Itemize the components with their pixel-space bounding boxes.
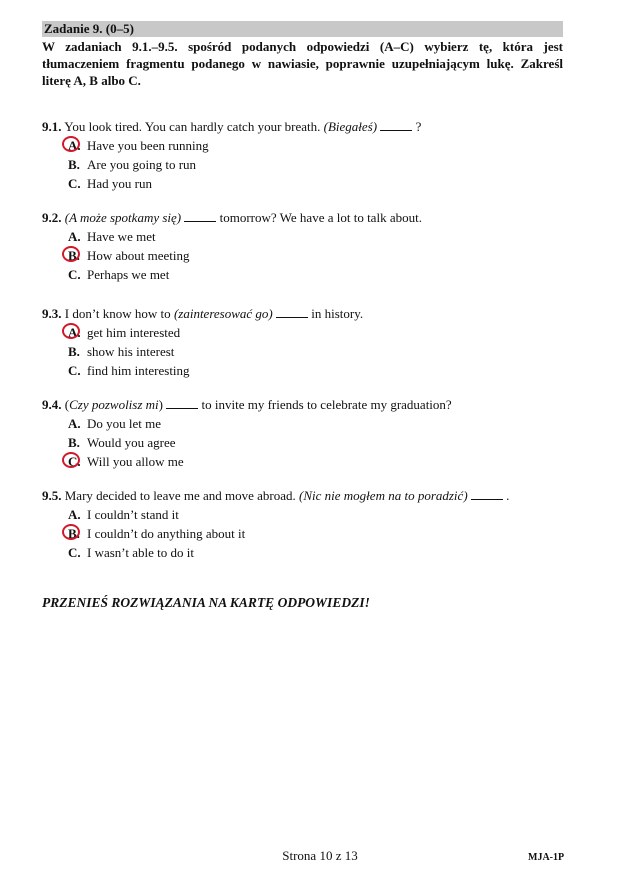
- stem-text-after: tomorrow? We have a lot to talk about.: [216, 210, 422, 225]
- option-letter: A.: [68, 229, 81, 244]
- option-a[interactable]: [68, 324, 180, 341]
- transfer-answers-note: PRZENIEŚ ROZWIĄZANIA NA KARTĘ ODPOWIEDZI!: [42, 595, 370, 610]
- option-b[interactable]: [68, 525, 245, 542]
- option-text: get him interested: [87, 325, 181, 340]
- option-letter: C.: [68, 363, 81, 378]
- option-letter: A.: [68, 325, 81, 340]
- option-letter: C.: [68, 267, 81, 282]
- answer-gap: [166, 396, 198, 409]
- option-text: find him interesting: [87, 363, 190, 378]
- answer-circle-mark: [62, 452, 80, 468]
- task-header: [42, 21, 563, 37]
- question-number: 9.3.: [42, 306, 62, 321]
- polish-hint: (Nic nie mogłem na to poradzić): [299, 488, 468, 503]
- polish-hint: Czy pozwolisz mi: [69, 397, 159, 412]
- option-letter: B.: [68, 344, 80, 359]
- option-text: Perhaps we met: [87, 267, 170, 282]
- option-text: I couldn’t stand it: [87, 507, 179, 522]
- option-letter: A.: [68, 416, 81, 431]
- polish-hint: (Biegałeś): [323, 119, 378, 134]
- option-text: Would you agree: [87, 435, 176, 450]
- question-stem: [42, 209, 422, 226]
- stem-text-before: You look tired. You can hardly catch your breath.: [64, 119, 324, 134]
- option-letter: A.: [68, 507, 81, 522]
- stem-paren-open: (: [64, 397, 70, 412]
- question-stem: [42, 396, 452, 413]
- question-stem: [42, 118, 421, 135]
- option-b[interactable]: [68, 343, 174, 360]
- task-title: Zadanie 9. (0–5): [44, 21, 134, 36]
- option-a[interactable]: [68, 415, 161, 432]
- option-text: Will you allow me: [87, 454, 184, 469]
- stem-text-after: in history.: [308, 306, 364, 321]
- question-number: 9.4.: [42, 397, 62, 412]
- stem-paren-close: ): [158, 397, 164, 412]
- option-c[interactable]: [68, 453, 184, 470]
- question-number: 9.2.: [42, 210, 62, 225]
- option-letter: B.: [68, 435, 80, 450]
- question-number: 9.5.: [42, 488, 62, 503]
- option-c[interactable]: [68, 175, 152, 192]
- option-c[interactable]: [68, 544, 194, 561]
- answer-gap: [380, 118, 412, 131]
- option-text: Do you let me: [87, 416, 162, 431]
- option-letter: B.: [68, 157, 80, 172]
- option-c[interactable]: [68, 362, 190, 379]
- option-text: Have we met: [87, 229, 156, 244]
- option-letter: A.: [68, 138, 81, 153]
- option-b[interactable]: [68, 247, 190, 264]
- option-b[interactable]: [68, 156, 196, 173]
- polish-hint: (zainteresować go): [173, 306, 273, 321]
- stem-text-before: Mary decided to leave me and move abroad.: [64, 488, 300, 503]
- question-stem: [42, 305, 363, 322]
- answer-gap: [471, 487, 503, 500]
- stem-text-after: to invite my friends to celebrate my graduation?: [198, 397, 452, 412]
- question-stem: [42, 487, 509, 504]
- option-text: Have you been running: [87, 138, 209, 153]
- page-number: Strona 10 z 13: [282, 848, 358, 863]
- polish-hint: (A może spotkamy się): [64, 210, 182, 225]
- option-letter: B.: [68, 248, 80, 263]
- question-number: 9.1.: [42, 119, 62, 134]
- option-letter: C.: [68, 176, 81, 191]
- option-letter: C.: [68, 454, 81, 469]
- option-text: I couldn’t do anything about it: [87, 526, 246, 541]
- option-text: Are you going to run: [87, 157, 197, 172]
- option-letter: B.: [68, 526, 80, 541]
- option-a[interactable]: [68, 228, 156, 245]
- option-letter: C.: [68, 545, 81, 560]
- answer-circle-mark: [62, 246, 80, 262]
- answer-circle-mark: [62, 136, 80, 152]
- option-a[interactable]: [68, 137, 209, 154]
- answer-gap: [276, 305, 308, 318]
- option-text: Had you run: [87, 176, 152, 191]
- option-text: How about meeting: [87, 248, 190, 263]
- answer-gap: [184, 209, 216, 222]
- exam-code: MJA-1P: [528, 852, 565, 863]
- stem-text-before: I don’t know how to: [64, 306, 174, 321]
- stem-text-after: ?: [412, 119, 422, 134]
- option-a[interactable]: [68, 506, 179, 523]
- option-text: I wasn’t able to do it: [87, 545, 194, 560]
- task-instructions: W zadaniach 9.1.–9.5. spośród podanych odpowiedzi (A–C) wybierz tę, która jest tłumaczeniem fragmentu podanego w nawiasie, poprawnie uzupełniającym lukę. Zakreśl literę A, B albo C.: [42, 39, 563, 88]
- answer-circle-mark: [62, 323, 80, 339]
- option-b[interactable]: [68, 434, 175, 451]
- option-c[interactable]: [68, 266, 169, 283]
- stem-text-after: .: [502, 488, 510, 503]
- answer-circle-mark: [62, 524, 80, 540]
- option-text: show his interest: [87, 344, 175, 359]
